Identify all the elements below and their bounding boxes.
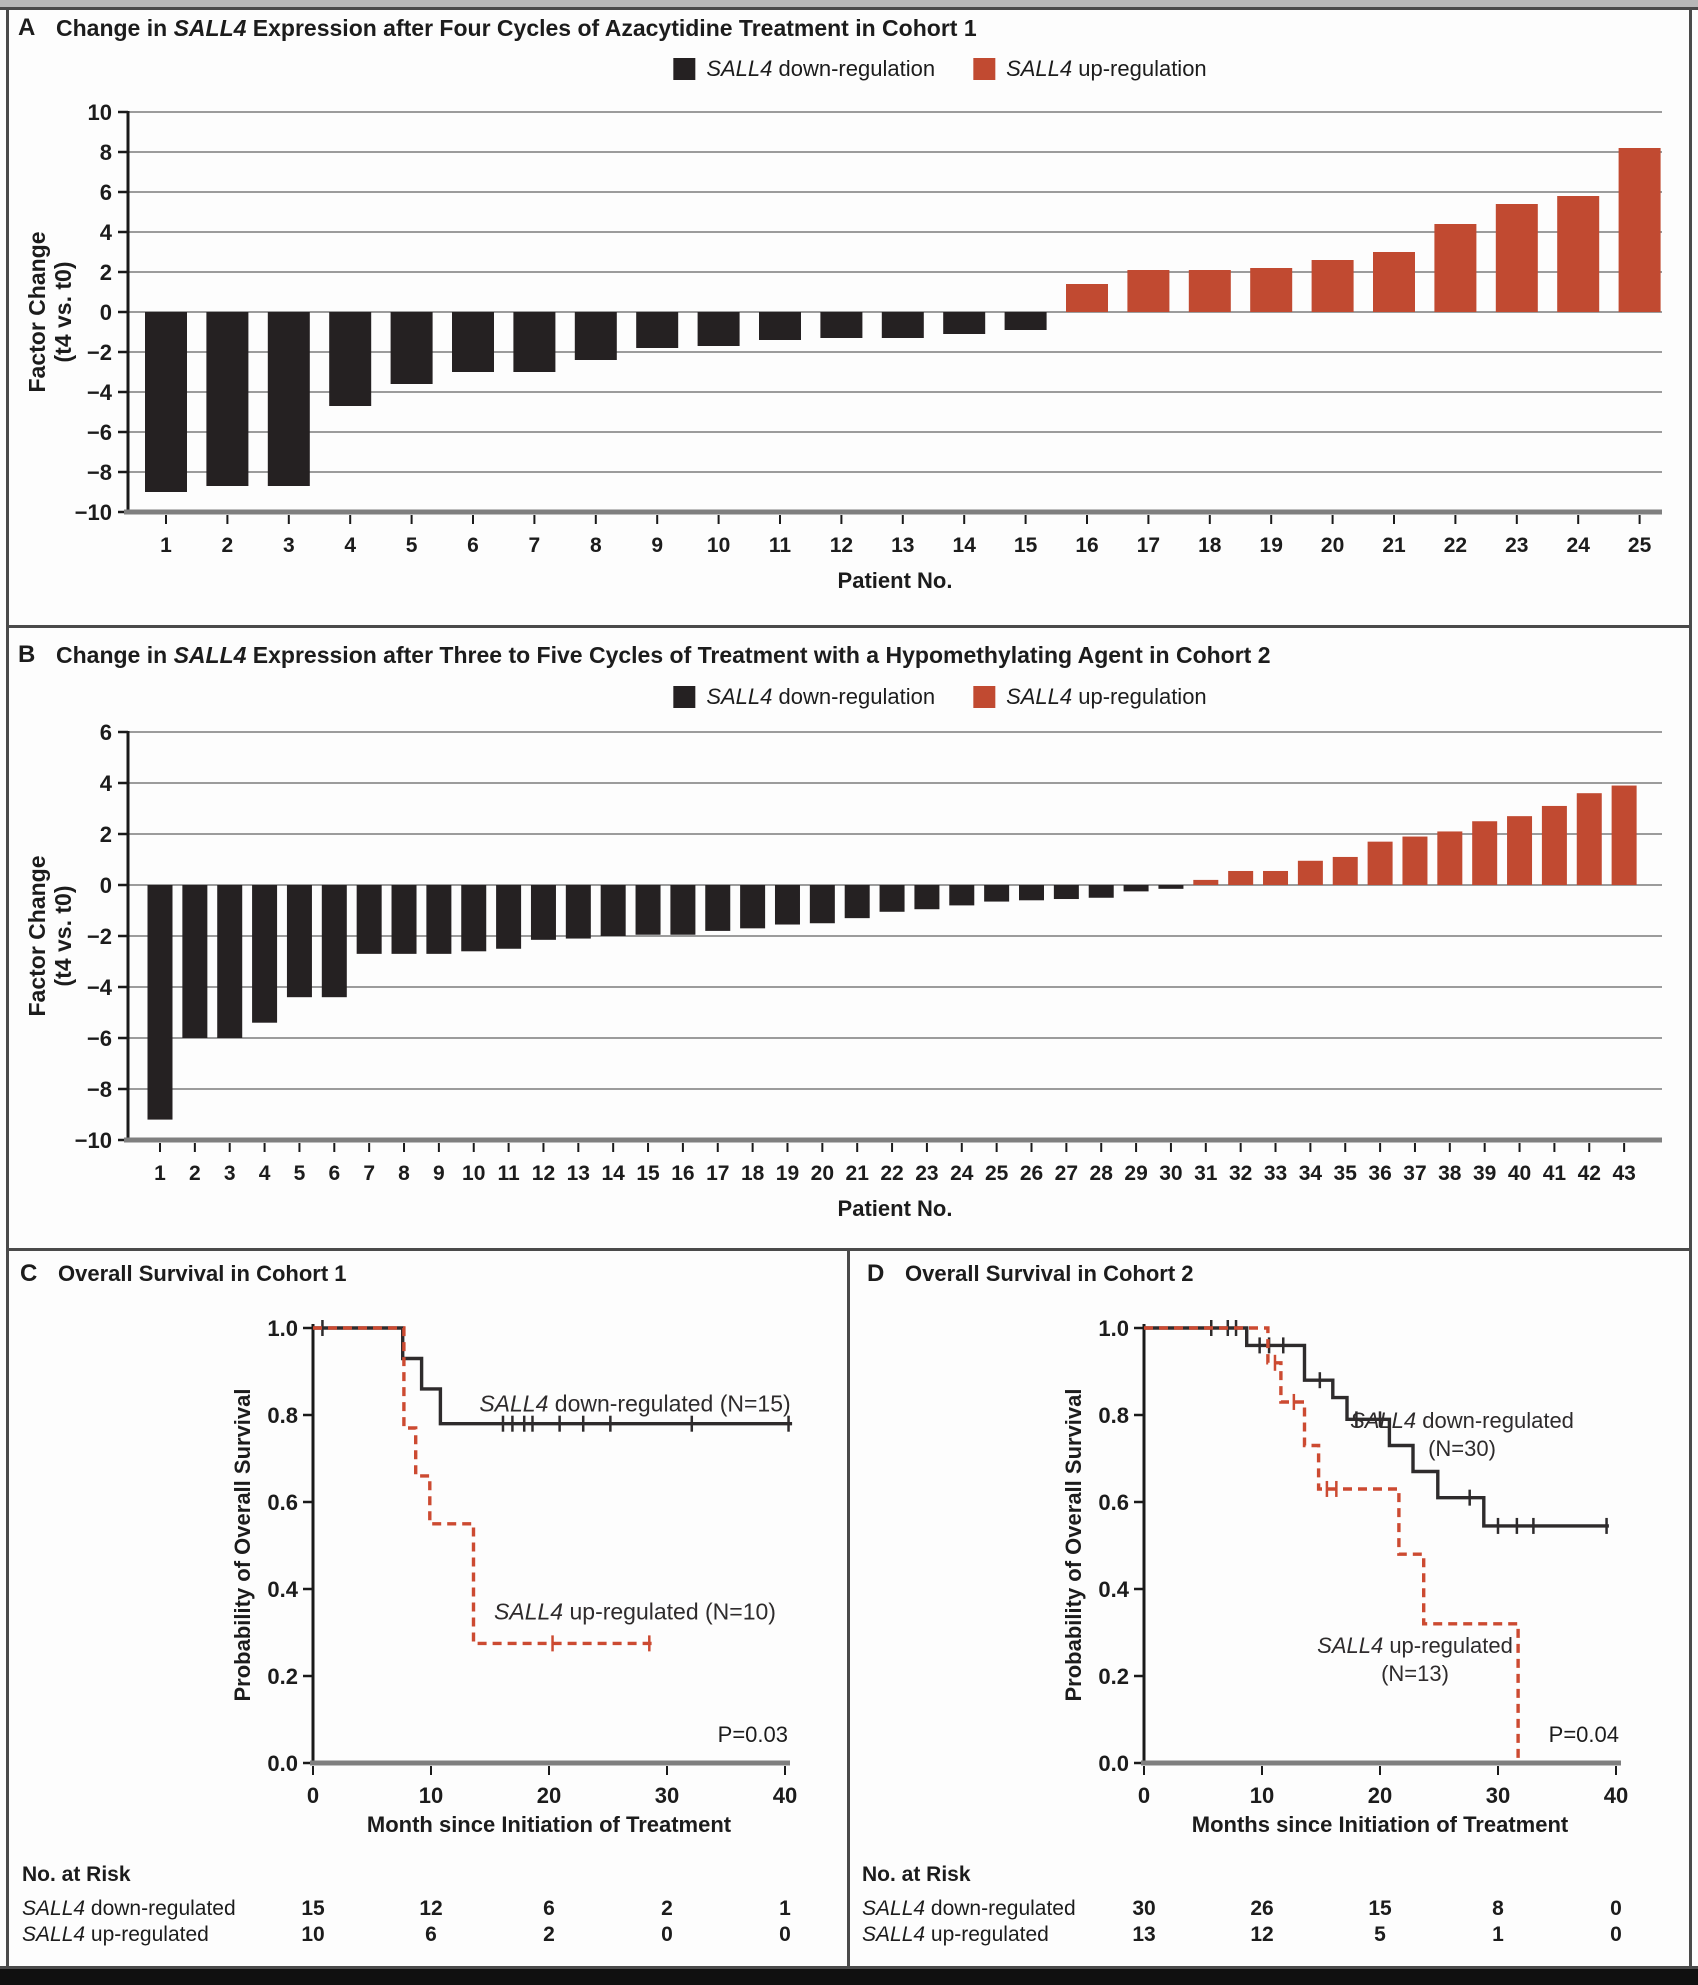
gene-name: SALL4 bbox=[173, 15, 247, 41]
bar-patient-4 bbox=[329, 312, 371, 406]
x-tick-label: 4 bbox=[344, 534, 357, 557]
y-tick-label: 0.0 bbox=[1098, 1751, 1129, 1776]
bar-patient-13 bbox=[882, 312, 924, 338]
x-tick-label: 38 bbox=[1438, 1162, 1462, 1185]
legend-a-up-label bbox=[1006, 56, 1207, 82]
x-tick-label: 31 bbox=[1194, 1162, 1218, 1185]
risk-value: 5 bbox=[1374, 1923, 1386, 1946]
panel-c-risk-row2-label bbox=[22, 1923, 209, 1947]
y-tick-label: 4 bbox=[99, 220, 112, 245]
bar-patient-35 bbox=[1333, 857, 1358, 885]
y-tick-label: −2 bbox=[86, 924, 112, 949]
bar-patient-8 bbox=[575, 312, 617, 360]
risk-value: 6 bbox=[543, 1897, 555, 1920]
y-tick-label: −4 bbox=[86, 380, 112, 405]
bar-patient-11 bbox=[759, 312, 801, 340]
bar-patient-30 bbox=[1158, 885, 1183, 889]
panel-c-risk-row1-label bbox=[22, 1897, 236, 1921]
panel-d-title: Overall Survival in Cohort 2 bbox=[905, 1261, 1194, 1286]
x-tick-label: 19 bbox=[775, 1162, 800, 1185]
panel-d-y-axis-label: Probability of Overall Survival bbox=[1061, 1388, 1086, 1702]
y-tick-label: 0.6 bbox=[1098, 1490, 1129, 1515]
up-regulation-swatch-icon bbox=[973, 58, 995, 80]
gene-name: SALL4 bbox=[173, 642, 247, 668]
x-tick-label: 25 bbox=[984, 1162, 1009, 1185]
panel-b-title bbox=[56, 642, 1271, 669]
panel-d-risk-row2-label bbox=[862, 1923, 1049, 1947]
panel-a-title-suffix: Expression after Four Cycles of Azacytidine Treatment in Cohort 1 bbox=[246, 15, 977, 41]
gene-name: SALL4 bbox=[1350, 1408, 1417, 1433]
legend-a bbox=[673, 56, 1206, 82]
y-tick-label: 6 bbox=[99, 180, 112, 205]
panel-b-y-axis-label-line1: Factor Change bbox=[24, 855, 50, 1017]
bar-patient-18 bbox=[1189, 270, 1231, 312]
x-tick-label: 20 bbox=[1320, 534, 1345, 557]
panel-b-letter: B bbox=[18, 641, 36, 668]
gene-name: SALL4 bbox=[22, 1923, 86, 1946]
bar-patient-11 bbox=[496, 885, 521, 949]
bar-patient-9 bbox=[426, 885, 451, 954]
panel-d-up-curve-label-n: (N=13) bbox=[1381, 1661, 1449, 1686]
bar-patient-23 bbox=[914, 885, 939, 909]
x-tick-label: 34 bbox=[1298, 1162, 1323, 1185]
bar-patient-12 bbox=[820, 312, 862, 338]
panel-d-x-axis-label: Months since Initiation of Treatment bbox=[1191, 1812, 1569, 1837]
bar-patient-34 bbox=[1298, 861, 1323, 885]
risk-value: 6 bbox=[425, 1923, 437, 1946]
x-tick-label: 20 bbox=[1367, 1783, 1393, 1808]
panel-a-title bbox=[56, 15, 977, 42]
bar-patient-6 bbox=[322, 885, 347, 997]
x-tick-label: 32 bbox=[1228, 1162, 1253, 1185]
gene-name: SALL4 bbox=[706, 684, 773, 709]
bar-patient-20 bbox=[810, 885, 835, 923]
gene-name: SALL4 bbox=[1006, 684, 1073, 709]
gene-name: SALL4 bbox=[22, 1897, 86, 1920]
gene-name: SALL4 bbox=[1317, 1633, 1384, 1658]
bar-patient-37 bbox=[1402, 837, 1427, 885]
y-tick-label: 0.8 bbox=[1098, 1403, 1129, 1428]
bar-patient-10 bbox=[461, 885, 486, 951]
bar-patient-3 bbox=[217, 885, 242, 1038]
bar-patient-21 bbox=[845, 885, 870, 918]
bar-patient-22 bbox=[1434, 224, 1476, 312]
x-tick-label: 37 bbox=[1403, 1162, 1427, 1185]
km-series-up bbox=[313, 1328, 652, 1643]
bar-patient-19 bbox=[775, 885, 800, 925]
risk-value: 1 bbox=[1492, 1923, 1504, 1946]
bar-patient-20 bbox=[1312, 260, 1354, 312]
y-tick-label: −10 bbox=[74, 1128, 112, 1153]
bar-patient-16 bbox=[1066, 284, 1108, 312]
risk-value: 26 bbox=[1250, 1897, 1274, 1920]
x-tick-label: 2 bbox=[189, 1162, 201, 1185]
panel-d-letter: D bbox=[867, 1260, 885, 1287]
y-tick-label: 1.0 bbox=[267, 1316, 298, 1341]
frame-left-border bbox=[6, 7, 9, 1969]
panel-c-down-curve-label bbox=[479, 1391, 790, 1418]
y-tick-label: 0.2 bbox=[1098, 1664, 1129, 1689]
x-tick-label: 10 bbox=[462, 1162, 486, 1185]
bar-patient-23 bbox=[1496, 204, 1538, 312]
x-tick-label: 3 bbox=[223, 1162, 236, 1185]
x-tick-label: 40 bbox=[1603, 1783, 1629, 1808]
panel-c-p-value: P=0.03 bbox=[717, 1722, 788, 1747]
x-tick-label: 8 bbox=[589, 534, 602, 557]
frame-top-border bbox=[0, 7, 1698, 10]
risk-value: 0 bbox=[779, 1923, 791, 1946]
bar-patient-21 bbox=[1373, 252, 1415, 312]
bar-patient-17 bbox=[1127, 270, 1169, 312]
y-tick-label: 0.8 bbox=[267, 1403, 298, 1428]
x-tick-label: 23 bbox=[1505, 534, 1529, 557]
legend-b-down bbox=[673, 684, 935, 710]
legend-a-down-text: down-regulation bbox=[772, 56, 936, 81]
x-tick-label: 13 bbox=[566, 1162, 590, 1185]
panel-c-risk-row2-text: up-regulated bbox=[85, 1923, 209, 1946]
y-tick-label: 0.6 bbox=[267, 1490, 298, 1515]
x-tick-label: 17 bbox=[1136, 534, 1161, 557]
bar-patient-33 bbox=[1263, 871, 1288, 885]
bar-patient-39 bbox=[1472, 821, 1497, 885]
bar-patient-4 bbox=[252, 885, 277, 1023]
bar-patient-9 bbox=[636, 312, 678, 348]
panel-a-title-prefix: Change in bbox=[56, 15, 174, 41]
y-tick-label: 0.4 bbox=[1098, 1577, 1129, 1602]
panel-d-down-curve-label-text: down-regulated bbox=[1416, 1408, 1574, 1433]
bar-chart-A bbox=[75, 100, 1662, 557]
gene-name: SALL4 bbox=[706, 56, 773, 81]
x-tick-label: 23 bbox=[915, 1162, 939, 1185]
panel-a-y-axis-label-line1: Factor Change bbox=[24, 231, 50, 393]
x-tick-label: 8 bbox=[398, 1162, 410, 1185]
bar-patient-14 bbox=[943, 312, 985, 334]
bar-patient-27 bbox=[1054, 885, 1079, 899]
bar-patient-14 bbox=[601, 885, 626, 936]
x-tick-label: 20 bbox=[536, 1783, 562, 1808]
x-tick-label: 33 bbox=[1263, 1162, 1288, 1185]
panel-d-down-curve-label-n: (N=30) bbox=[1428, 1436, 1496, 1461]
risk-value: 15 bbox=[1368, 1897, 1392, 1920]
bar-patient-18 bbox=[740, 885, 765, 928]
x-tick-label: 13 bbox=[891, 534, 915, 557]
legend-a-down bbox=[673, 56, 935, 82]
legend-b-down-text: down-regulation bbox=[772, 684, 936, 709]
risk-value: 13 bbox=[1132, 1923, 1156, 1946]
panel-c-title: Overall Survival in Cohort 1 bbox=[58, 1261, 347, 1286]
risk-value: 10 bbox=[301, 1923, 325, 1946]
gene-name: SALL4 bbox=[479, 1390, 549, 1417]
x-tick-label: 9 bbox=[433, 1162, 445, 1185]
x-tick-label: 35 bbox=[1333, 1162, 1357, 1185]
x-tick-label: 2 bbox=[221, 534, 234, 557]
x-tick-label: 7 bbox=[363, 1162, 376, 1185]
y-tick-label: 10 bbox=[87, 100, 112, 125]
x-tick-label: 18 bbox=[1198, 534, 1222, 557]
panel-d-up-curve-label bbox=[1317, 1633, 1513, 1659]
y-tick-label: −2 bbox=[86, 340, 112, 365]
bar-patient-24 bbox=[949, 885, 974, 905]
x-tick-label: 21 bbox=[1382, 534, 1406, 557]
bar-patient-7 bbox=[513, 312, 555, 372]
x-tick-label: 28 bbox=[1089, 1162, 1113, 1185]
x-tick-label: 24 bbox=[1566, 534, 1590, 557]
bar-patient-1 bbox=[148, 885, 173, 1120]
y-tick-label: 6 bbox=[99, 720, 112, 745]
panel-c-up-curve-label bbox=[494, 1599, 776, 1626]
bar-patient-15 bbox=[636, 885, 661, 935]
y-tick-label: −6 bbox=[86, 1026, 112, 1051]
x-tick-label: 11 bbox=[768, 534, 792, 557]
frame-top-strip bbox=[0, 0, 1698, 7]
x-tick-label: 18 bbox=[740, 1162, 765, 1185]
bar-patient-7 bbox=[357, 885, 382, 954]
x-tick-label: 6 bbox=[467, 534, 479, 557]
legend-a-up bbox=[973, 56, 1207, 82]
bar-patient-40 bbox=[1507, 816, 1532, 885]
legend-a-up-text: up-regulation bbox=[1072, 56, 1207, 81]
bar-patient-36 bbox=[1368, 842, 1393, 885]
legend-b-up bbox=[973, 684, 1207, 710]
bar-patient-31 bbox=[1193, 880, 1218, 885]
legend-b bbox=[673, 684, 1206, 710]
x-tick-label: 1 bbox=[160, 534, 172, 557]
y-tick-label: −8 bbox=[86, 460, 112, 485]
panel-c-down-curve-label-text: down-regulated (N=15) bbox=[548, 1390, 791, 1417]
x-tick-label: 42 bbox=[1577, 1162, 1601, 1185]
x-tick-label: 21 bbox=[845, 1162, 869, 1185]
bar-patient-25 bbox=[984, 885, 1009, 902]
panel-d-risk-title: No. at Risk bbox=[862, 1863, 971, 1886]
bar-patient-42 bbox=[1577, 793, 1602, 885]
x-tick-label: 17 bbox=[706, 1162, 730, 1185]
bar-patient-38 bbox=[1437, 831, 1462, 885]
y-tick-label: −10 bbox=[74, 500, 112, 525]
divider-a-b bbox=[7, 625, 1691, 628]
panel-a-y-axis-label-line2: (t4 vs. t0) bbox=[50, 261, 76, 363]
y-tick-label: 0.4 bbox=[267, 1577, 298, 1602]
down-regulation-swatch-icon bbox=[673, 58, 695, 80]
x-tick-label: 20 bbox=[810, 1162, 835, 1185]
bar-patient-2 bbox=[206, 312, 248, 486]
x-tick-label: 30 bbox=[654, 1783, 680, 1808]
legend-a-down-label bbox=[706, 56, 935, 82]
x-tick-label: 10 bbox=[418, 1783, 444, 1808]
frame-right-border bbox=[1689, 7, 1692, 1969]
x-tick-label: 7 bbox=[528, 534, 541, 557]
x-tick-label: 25 bbox=[1627, 534, 1652, 557]
x-tick-label: 40 bbox=[1507, 1162, 1532, 1185]
x-tick-label: 16 bbox=[1075, 534, 1099, 557]
bar-patient-3 bbox=[268, 312, 310, 486]
risk-value: 2 bbox=[543, 1923, 555, 1946]
bar-patient-19 bbox=[1250, 268, 1292, 312]
x-tick-label: 29 bbox=[1124, 1162, 1148, 1185]
bar-patient-17 bbox=[705, 885, 730, 931]
x-tick-label: 27 bbox=[1054, 1162, 1079, 1185]
bar-patient-10 bbox=[698, 312, 740, 346]
bar-patient-16 bbox=[670, 885, 695, 935]
x-tick-label: 9 bbox=[651, 534, 664, 557]
bar-patient-2 bbox=[182, 885, 207, 1038]
x-tick-label: 36 bbox=[1368, 1162, 1392, 1185]
panel-d-risk-row1-label bbox=[862, 1897, 1076, 1921]
risk-value: 0 bbox=[1610, 1897, 1622, 1920]
panel-b-y-axis-label-line2: (t4 vs. t0) bbox=[50, 885, 76, 987]
panel-c-up-curve-label-text: up-regulated (N=10) bbox=[563, 1598, 776, 1625]
y-tick-label: 0 bbox=[99, 873, 112, 898]
y-tick-label: 2 bbox=[99, 260, 112, 285]
risk-value: 0 bbox=[1610, 1923, 1622, 1946]
x-tick-label: 0 bbox=[1137, 1783, 1151, 1808]
bar-patient-1 bbox=[145, 312, 187, 492]
risk-value: 1 bbox=[779, 1897, 791, 1920]
x-tick-label: 26 bbox=[1019, 1162, 1044, 1185]
bar-patient-28 bbox=[1089, 885, 1114, 898]
bar-patient-5 bbox=[287, 885, 312, 997]
y-tick-label: 0.2 bbox=[267, 1664, 298, 1689]
risk-value: 15 bbox=[301, 1897, 325, 1920]
legend-b-down-label bbox=[706, 684, 935, 710]
bar-patient-8 bbox=[392, 885, 417, 954]
panel-b-title-suffix: Expression after Three to Five Cycles of Treatment with a Hypomethylating Agent in Cohort 2 bbox=[246, 642, 1271, 668]
x-tick-label: 24 bbox=[950, 1162, 974, 1185]
divider-c-d bbox=[847, 1250, 850, 1968]
x-tick-label: 15 bbox=[636, 1162, 660, 1185]
bar-patient-5 bbox=[391, 312, 433, 384]
x-tick-label: 0 bbox=[306, 1783, 320, 1808]
y-tick-label: 0.0 bbox=[267, 1751, 298, 1776]
x-tick-label: 14 bbox=[601, 1162, 625, 1185]
risk-value: 2 bbox=[661, 1897, 673, 1920]
x-tick-label: 22 bbox=[880, 1162, 904, 1185]
risk-value: 30 bbox=[1132, 1897, 1156, 1920]
bar-patient-13 bbox=[566, 885, 591, 939]
up-regulation-swatch-icon bbox=[973, 686, 995, 708]
bar-patient-32 bbox=[1228, 871, 1253, 885]
x-tick-label: 12 bbox=[829, 534, 854, 557]
panel-c-x-axis-label: Month since Initiation of Treatment bbox=[366, 1812, 732, 1837]
y-tick-label: −4 bbox=[86, 975, 112, 1000]
x-tick-label: 4 bbox=[258, 1162, 271, 1185]
gene-name: SALL4 bbox=[862, 1897, 926, 1920]
gene-name: SALL4 bbox=[1006, 56, 1073, 81]
x-tick-label: 19 bbox=[1259, 534, 1283, 557]
panel-c-letter: C bbox=[20, 1260, 38, 1287]
x-tick-label: 43 bbox=[1612, 1162, 1636, 1185]
x-tick-label: 40 bbox=[772, 1783, 798, 1808]
bar-patient-26 bbox=[1019, 885, 1044, 900]
y-tick-label: −8 bbox=[86, 1077, 112, 1102]
panel-d-up-curve-label-text: up-regulated bbox=[1383, 1633, 1513, 1658]
x-tick-label: 3 bbox=[282, 534, 295, 557]
y-tick-label: 0 bbox=[99, 300, 112, 325]
y-tick-label: −6 bbox=[86, 420, 112, 445]
x-tick-label: 1 bbox=[154, 1162, 166, 1185]
y-tick-label: 1.0 bbox=[1098, 1316, 1129, 1341]
panel-b-title-prefix: Change in bbox=[56, 642, 174, 668]
km-series-up bbox=[1144, 1328, 1518, 1763]
bar-chart-B bbox=[75, 720, 1662, 1185]
risk-value: 12 bbox=[419, 1897, 443, 1920]
x-tick-label: 15 bbox=[1013, 534, 1038, 557]
panel-a-letter: A bbox=[18, 14, 36, 41]
x-tick-label: 22 bbox=[1443, 534, 1468, 557]
legend-b-up-label bbox=[1006, 684, 1207, 710]
x-tick-label: 12 bbox=[531, 1162, 556, 1185]
risk-value: 0 bbox=[661, 1923, 673, 1946]
bar-patient-22 bbox=[880, 885, 905, 912]
x-tick-label: 11 bbox=[497, 1162, 520, 1185]
bar-patient-15 bbox=[1005, 312, 1047, 330]
legend-b-up-text: up-regulation bbox=[1072, 684, 1207, 709]
bar-patient-43 bbox=[1612, 786, 1637, 885]
panel-b-x-axis-label: Patient No. bbox=[837, 1196, 953, 1221]
panel-d-p-value: P=0.04 bbox=[1548, 1722, 1619, 1747]
bar-patient-6 bbox=[452, 312, 494, 372]
x-tick-label: 41 bbox=[1542, 1162, 1567, 1185]
bar-patient-25 bbox=[1619, 148, 1661, 312]
gene-name: SALL4 bbox=[862, 1923, 926, 1946]
x-tick-label: 10 bbox=[706, 534, 731, 557]
x-tick-label: 6 bbox=[328, 1162, 341, 1185]
bar-patient-29 bbox=[1124, 885, 1149, 891]
x-tick-label: 30 bbox=[1485, 1783, 1511, 1808]
x-tick-label: 5 bbox=[293, 1162, 306, 1185]
x-tick-label: 10 bbox=[1249, 1783, 1275, 1808]
y-tick-label: 2 bbox=[99, 822, 112, 847]
panel-d-risk-row2-text: up-regulated bbox=[925, 1923, 1049, 1946]
panel-c-y-axis-label: Probability of Overall Survival bbox=[230, 1388, 255, 1702]
panel-b-y-axis-label bbox=[24, 736, 76, 1136]
risk-value: 12 bbox=[1250, 1923, 1274, 1946]
gene-name: SALL4 bbox=[494, 1598, 564, 1625]
y-tick-label: 4 bbox=[99, 771, 112, 796]
bar-patient-41 bbox=[1542, 806, 1567, 885]
panel-c-risk-row1-text: down-regulated bbox=[85, 1897, 236, 1920]
risk-value: 8 bbox=[1492, 1897, 1504, 1920]
bar-patient-24 bbox=[1557, 196, 1599, 312]
x-tick-label: 16 bbox=[671, 1162, 695, 1185]
x-tick-label: 5 bbox=[405, 534, 418, 557]
x-tick-label: 30 bbox=[1159, 1162, 1183, 1185]
panel-a-y-axis-label bbox=[24, 112, 76, 512]
panel-a-x-axis-label: Patient No. bbox=[837, 568, 953, 593]
frame-bottom-strip bbox=[0, 1969, 1698, 1985]
panel-d-risk-row1-text: down-regulated bbox=[925, 1897, 1076, 1920]
bar-patient-12 bbox=[531, 885, 556, 940]
panel-c-risk-title: No. at Risk bbox=[22, 1863, 131, 1886]
x-tick-label: 39 bbox=[1473, 1162, 1497, 1185]
y-tick-label: 8 bbox=[99, 140, 112, 165]
panel-d-down-curve-label bbox=[1350, 1408, 1574, 1434]
down-regulation-swatch-icon bbox=[673, 686, 695, 708]
x-tick-label: 14 bbox=[952, 534, 976, 557]
